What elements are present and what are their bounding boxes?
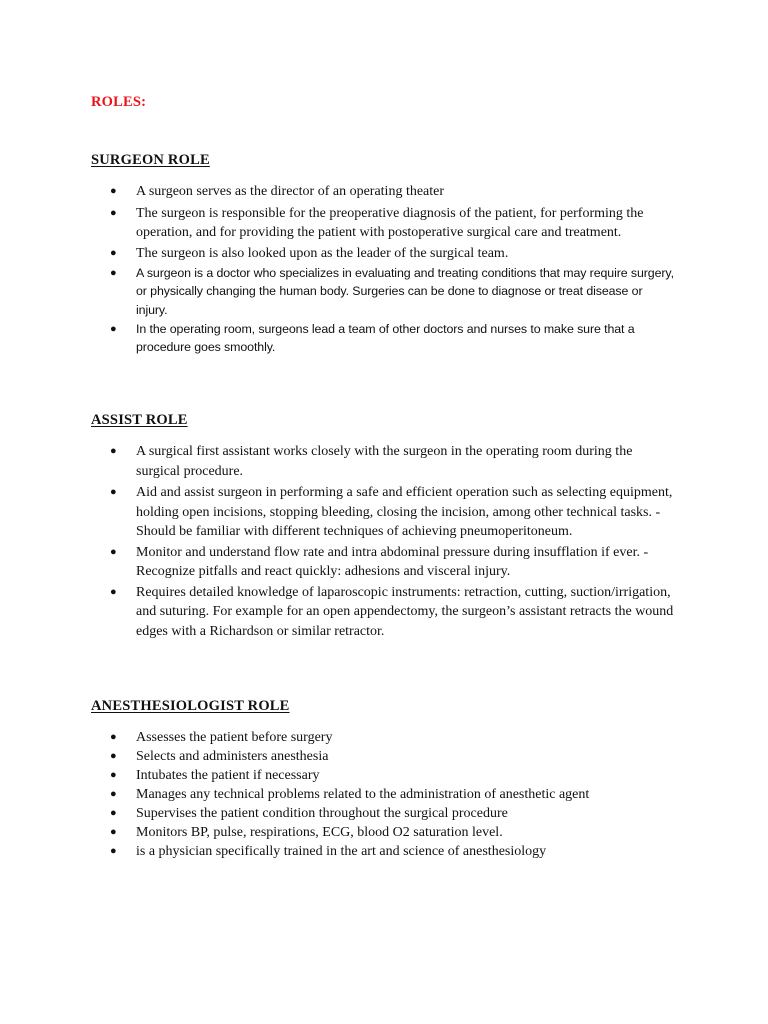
bullet-list [0,728,768,865]
list-item-text: In the operating room, surgeons lead a team of other doctors and nurses to make sure that a procedure goes smoothly. [136,321,635,355]
bullet-list [0,442,768,637]
bullet-icon: ● [110,322,117,335]
list-item [0,320,676,357]
list-item [0,747,676,767]
list-item-text: Monitor and understand flow rate and intra abdominal pressure during insufflation if ever. -Recognize pitfalls and react quickly: adhesions and visceral injury. [136,544,649,579]
list-item [0,204,676,243]
list-item [0,842,676,862]
section-heading: ANESTHESIOLOGIST ROLE [91,698,290,714]
bullet-icon: ● [110,845,117,857]
list-item [0,823,676,843]
bullet-icon: ● [110,788,117,800]
list-item [0,264,676,319]
list-item-text: Supervises the patient condition throughout the surgical procedure [136,806,508,821]
section-heading: SURGEON ROLE [91,152,210,168]
list-item-text: Monitors BP, pulse, respirations, ECG, blood O2 saturation level. [136,825,503,840]
list-item [0,728,676,748]
list-item [0,483,676,542]
bullet-icon: ● [110,445,117,457]
bullet-icon: ● [110,206,117,219]
list-item-text: Manages any technical problems related to the administration of anesthetic agent [136,787,590,802]
list-item [0,543,676,582]
list-item-text: A surgeon serves as the director of an operating theater [136,184,445,199]
list-item-text: The surgeon is also looked upon as the leader of the surgical team. [136,245,509,261]
bullet-icon: ● [110,545,117,558]
bullet-icon: ● [110,585,117,598]
bullet-icon: ● [110,246,117,259]
list-item-text: is a physician specifically trained in the art and science of anesthesiology [136,844,547,859]
section-heading: ASSIST ROLE [91,412,188,428]
bullet-icon: ● [110,185,117,197]
list-item-text: Requires detailed knowledge of laparoscopic instruments: retraction, cutting, suction/irrigation, and suturing. For example for an open appendectomy, the surgeon’s assistant retracts the wound edges with a Richardson or similar retractor. [136,584,674,639]
list-item-text: Assesses the patient before surgery [136,730,333,745]
list-item [0,766,676,786]
list-item-text: A surgical first assistant works closely with the surgeon in the operating room during the surgical procedure. [136,444,633,479]
bullet-list [0,182,768,355]
list-item-text: Intubates the patient if necessary [136,768,320,783]
bullet-icon: ● [110,731,117,743]
list-item-text: A surgeon is a doctor who specializes in evaluating and treating conditions that may require surgery, or physically changing the human body. Surgeries can be done to diagnose or treat disease or injury. [136,266,674,317]
list-item-text: The surgeon is responsible for the preoperative diagnosis of the patient, for performing the operation, and for providing the patient with postoperative surgical care and treatment. [136,205,644,240]
bullet-icon: ● [110,826,117,838]
bullet-icon: ● [110,807,117,819]
bullet-icon: ● [110,486,117,498]
bullet-icon: ● [110,769,117,781]
list-item-text: Selects and administers anesthesia [136,749,329,764]
list-item [0,182,676,202]
list-item [0,244,676,264]
list-item [0,442,676,481]
bullet-icon: ● [110,750,117,762]
bullet-icon: ● [110,267,117,279]
list-item-text: Aid and assist surgeon in performing a safe and efficient operation such as selecting equipment, holding open incisions, stopping bleeding, closing the incision, among other technical tasks. -Should be familiar with different techniques of achieving pneumoperitoneum. [136,485,673,539]
list-item [0,804,676,824]
list-item [0,785,676,805]
list-item [0,583,676,642]
document-title: ROLES: [91,94,147,110]
